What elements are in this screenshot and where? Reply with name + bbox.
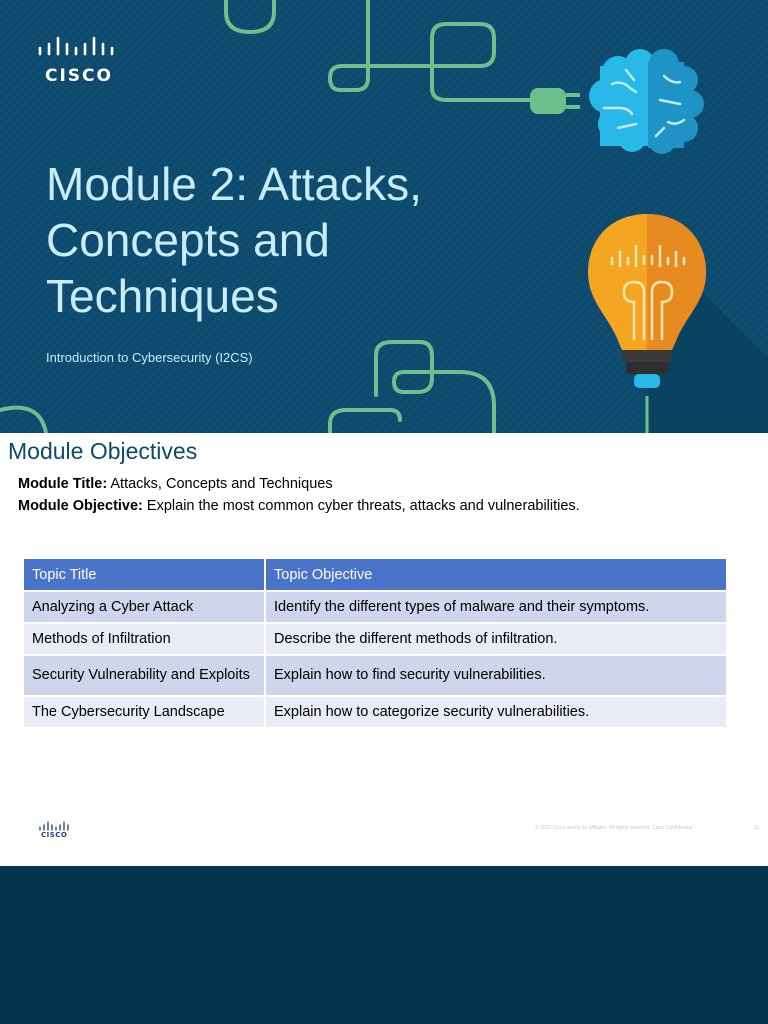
objectives-heading: Module Objectives xyxy=(8,438,198,464)
module-title-value: Attacks, Concepts and Techniques xyxy=(107,476,333,492)
module-title-line xyxy=(18,476,333,492)
course-subtitle: Introduction to Cybersecurity (I2CS) xyxy=(46,350,253,365)
title-slide xyxy=(0,0,768,433)
module-objective-line xyxy=(18,498,580,514)
topic-title-cell: Security Vulnerability and Exploits xyxy=(24,655,265,696)
header-topic-title: Topic Title xyxy=(24,559,265,591)
footer-copyright: © 2020 Cisco and/or its affiliates. All rights reserved. Cisco Confidential xyxy=(535,825,693,831)
module-title-line-1: Module 2: Attacks, xyxy=(46,158,422,210)
topic-objective-cell: Describe the different methods of infiltration. xyxy=(265,623,726,655)
topic-objective-cell: Identify the different types of malware and their symptoms. xyxy=(265,591,726,623)
table-header-row xyxy=(24,559,726,591)
topic-objective-cell: Explain how to categorize security vulnerabilities. xyxy=(265,696,726,727)
cisco-logo-text: CISCO xyxy=(45,66,113,86)
topic-title-cell: Methods of Infiltration xyxy=(24,623,265,655)
table-row xyxy=(24,696,726,727)
objectives-slide xyxy=(0,433,768,866)
topic-title-cell: The Cybersecurity Landscape xyxy=(24,696,265,727)
module-title-line-2: Concepts and xyxy=(46,214,330,266)
brain-icon xyxy=(589,49,704,154)
module-objective-value: Explain the most common cyber threats, attacks and vulnerabilities. xyxy=(142,498,580,514)
module-objective-label: Module Objective: xyxy=(18,498,143,514)
table-row xyxy=(24,655,726,696)
topics-table xyxy=(24,559,726,727)
topic-objective-cell: Explain how to find security vulnerabilities. xyxy=(265,655,726,696)
footer-page-number: 11 xyxy=(754,825,760,831)
footer-cisco-logo-text: CISCO xyxy=(41,831,68,839)
module-title-line-3: Techniques xyxy=(46,270,279,322)
header-topic-objective: Topic Objective xyxy=(265,559,726,591)
table-row xyxy=(24,623,726,655)
topic-title-cell: Analyzing a Cyber Attack xyxy=(24,591,265,623)
plug-icon xyxy=(530,88,580,114)
module-title xyxy=(46,156,486,324)
table-row xyxy=(24,591,726,623)
module-title-label: Module Title: xyxy=(18,476,108,492)
